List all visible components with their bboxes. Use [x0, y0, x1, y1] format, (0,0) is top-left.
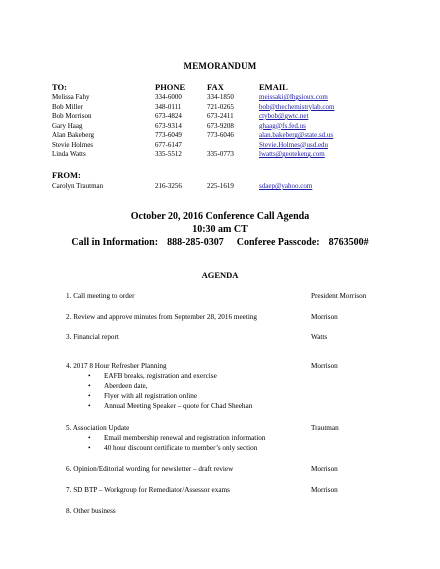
email-header: EMAIL — [259, 82, 288, 92]
recipient-fax: 721-0265 — [207, 102, 234, 111]
agenda-subitem: 40 hour discount certificate to member’s only section — [104, 444, 258, 452]
to-label: TO: — [52, 82, 67, 92]
recipient-phone: 673-4824 — [155, 112, 182, 120]
recipient-phone: 677-6147 — [155, 140, 182, 149]
agenda-owner: Morrison — [311, 465, 338, 473]
recipient-phone: 773-6049 — [155, 131, 182, 139]
agenda-item: 8. Other business — [66, 507, 116, 515]
agenda-subitem: Aberdeen date, — [104, 382, 148, 390]
bullet-icon: • — [88, 444, 91, 452]
recipient-email-link[interactable]: alan.bakeberg@state.sd.us — [259, 131, 334, 139]
passcode-label: Conferee Passcode: — [236, 237, 320, 248]
recipient-email-link[interactable]: bob@thechemistrylab.com — [259, 102, 335, 111]
recipient-email-link[interactable]: Stevie.Holmes@usd.edu — [259, 140, 329, 149]
recipient-fax: 335-0773 — [207, 150, 234, 158]
recipient-name: Melissa Fahy — [52, 93, 90, 101]
recipient-email-link[interactable]: lwatts@geotekeng.com — [259, 150, 325, 158]
recipient-fax: 334-1850 — [207, 93, 234, 101]
recipient-name: Bob Morrison — [52, 112, 92, 120]
recipient-email-link[interactable]: meissaki@lhgsioux.com — [259, 93, 328, 101]
passcode-value: 8763500# — [328, 237, 369, 248]
sender-email-link[interactable]: sdaep@yahoo.com — [259, 182, 313, 190]
agenda-owner: Morrison — [311, 486, 338, 494]
recipient-email-link[interactable]: ghaag@fs.fed.us — [259, 121, 306, 130]
recipient-name: Stevie Holmes — [52, 140, 94, 149]
agenda-item: 7. SD BTP – Workgroup for Remediator/Assessor exams — [66, 486, 230, 494]
agenda-owner: President Morrison — [311, 292, 367, 300]
recipient-fax: 773-6046 — [207, 131, 234, 139]
recipient-name: Alan Bakeberg — [52, 131, 95, 139]
recipient-fax: 673-2411 — [207, 112, 234, 120]
agenda-item: 3. Financial report — [66, 333, 119, 341]
call-title: October 20, 2016 Conference Call Agenda — [130, 211, 310, 222]
agenda-item: 5. Association Update — [66, 424, 130, 432]
agenda-title: AGENDA — [201, 270, 239, 280]
bullet-icon: • — [88, 434, 91, 442]
recipient-name: Bob Miller — [52, 102, 83, 111]
bullet-icon: • — [88, 392, 91, 400]
bullet-icon: • — [88, 382, 91, 390]
recipient-phone: 348-0111 — [155, 102, 182, 111]
recipient-fax: 673-9208 — [207, 121, 234, 130]
phone-header: PHONE — [155, 82, 186, 92]
agenda-owner: Morrison — [311, 313, 338, 321]
sender-phone: 216-3256 — [155, 182, 182, 190]
call-info-line — [0, 237, 440, 248]
recipient-phone: 334-6000 — [155, 93, 182, 101]
agenda-owner: Morrison — [311, 362, 338, 370]
agenda-owner: Trautman — [311, 424, 339, 432]
from-label: FROM: — [52, 170, 81, 180]
bullet-icon: • — [88, 402, 91, 410]
recipient-phone: 673-9314 — [155, 121, 182, 130]
call-phone: 888-285-0307 — [167, 237, 224, 248]
agenda-item: 2. Review and approve minutes from September 28, 2016 meeting — [66, 313, 258, 321]
agenda-item: 4. 2017 8 Hour Refresher Planning — [66, 362, 167, 370]
bullet-icon: • — [88, 372, 91, 380]
fax-header: FAX — [207, 82, 224, 92]
agenda-subitem: Flyer with all registration online — [104, 392, 198, 400]
call-time: 10:30 am CT — [192, 224, 248, 235]
agenda-subitem: Annual Meeting Speaker – quote for Chad Sheehan — [104, 402, 253, 410]
agenda-item: 1. Call meeting to order — [66, 292, 135, 300]
recipient-email-link[interactable]: ctybob@gwtc.net — [259, 112, 309, 120]
sender-name: Carolyn Trautman — [52, 182, 104, 190]
agenda-subitem: Email membership renewal and registration information — [104, 434, 266, 442]
recipient-name: Linda Watts — [52, 150, 86, 158]
agenda-owner: Watts — [311, 333, 328, 341]
recipient-name: Gary Haag — [52, 121, 83, 130]
sender-fax: 225-1619 — [207, 182, 234, 190]
recipient-phone: 335-5512 — [155, 150, 182, 158]
agenda-item: 6. Opinion/Editorial wording for newsletter – draft review — [66, 465, 234, 473]
memo-title: MEMORANDUM — [183, 61, 257, 71]
call-info-label: Call in Information: — [71, 237, 159, 248]
agenda-subitem: EAFB breaks, registration and exercise — [104, 372, 217, 380]
